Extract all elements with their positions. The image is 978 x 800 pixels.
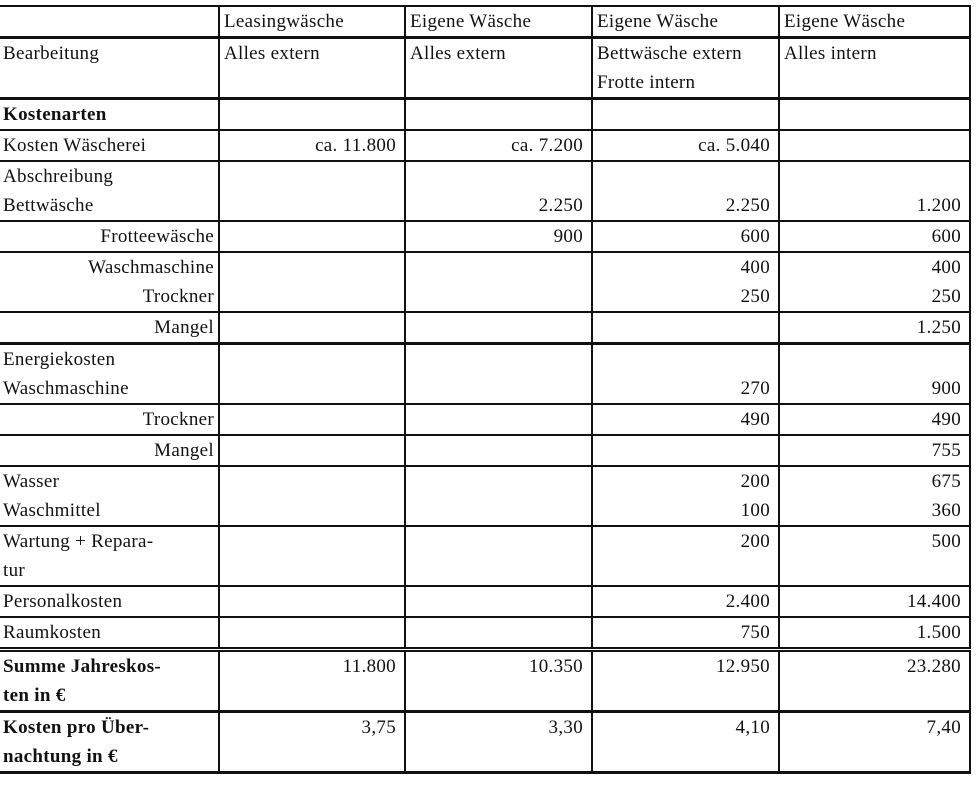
- kostenarten-row: [0, 99, 970, 131]
- bearbeitung-cell-1: Alles extern: [219, 38, 405, 99]
- pro-nacht-label: Kosten pro Über- nachtung in €: [0, 712, 219, 773]
- raum-label: Raumkosten: [0, 617, 219, 650]
- value-cell: 2.400: [592, 586, 779, 617]
- kostenarten-label: Kostenarten: [0, 99, 219, 131]
- value-cell: [405, 252, 592, 312]
- value-cell: 1.250: [779, 312, 970, 344]
- value-cell: [405, 404, 592, 435]
- energie-label: Energiekosten: [3, 349, 116, 370]
- header-row: [0, 6, 970, 38]
- header-eigene-waesche-3: Eigene Wäsche: [779, 6, 970, 38]
- summe-value: 23.280: [779, 650, 970, 712]
- value-cell: 1.500: [779, 617, 970, 650]
- empty-cell: [405, 99, 592, 131]
- value-cell: [219, 435, 405, 466]
- value-cell: 2.250: [405, 161, 592, 221]
- value-cell: [405, 586, 592, 617]
- value-cell: [219, 161, 405, 221]
- value-cell: 400 250: [592, 252, 779, 312]
- value-cell: [405, 312, 592, 344]
- waescherei-value-4: [779, 130, 970, 161]
- summe-value: 12.950: [592, 650, 779, 712]
- value-cell: 270: [592, 344, 779, 405]
- value-cell: [219, 221, 405, 252]
- waescherei-row: [0, 130, 970, 161]
- abschreibung-item-label: Trockner: [142, 286, 214, 307]
- value-cell: [219, 312, 405, 344]
- value-cell: 750: [592, 617, 779, 650]
- wasser-waschmittel-labels: [0, 466, 219, 526]
- abschreibung-item-labels: [0, 252, 219, 312]
- energie-block-1: [0, 344, 970, 405]
- pro-nacht-value: 4,10: [592, 712, 779, 773]
- raum-row: [0, 617, 970, 650]
- value-cell: 2.250: [592, 161, 779, 221]
- value-cell: 400 250: [779, 252, 970, 312]
- abschreibung-block-1: [0, 161, 970, 221]
- personal-row: [0, 586, 970, 617]
- value-cell: [219, 466, 405, 526]
- value-cell: [405, 466, 592, 526]
- pro-nacht-value: 3,75: [219, 712, 405, 773]
- bearbeitung-cell-4: Alles intern: [779, 38, 970, 99]
- value-cell: [405, 526, 592, 586]
- summe-value: 11.800: [219, 650, 405, 712]
- energie-trockner-row: [0, 404, 970, 435]
- table: [0, 5, 971, 774]
- value-cell: [219, 617, 405, 650]
- value-cell: 500: [779, 526, 970, 586]
- abschreibung-mangel-row: [0, 312, 970, 344]
- value-cell: [219, 586, 405, 617]
- waescherei-value-2: ca. 7.200: [405, 130, 592, 161]
- abschreibung-frottee-row: [0, 221, 970, 252]
- personal-label: Personalkosten: [0, 586, 219, 617]
- abschreibung-label: Abschreibung: [3, 166, 114, 187]
- abschreibung-item-label: Waschmaschine: [88, 257, 214, 278]
- header-leasingwaesche: Leasingwäsche: [219, 6, 405, 38]
- abschreibung-item-label: Frotteewäsche: [0, 221, 219, 252]
- empty-cell: [592, 99, 779, 131]
- value-cell: [405, 617, 592, 650]
- header-eigene-waesche-1: Eigene Wäsche: [405, 6, 592, 38]
- value-cell: [219, 344, 405, 405]
- value-cell: 755: [779, 435, 970, 466]
- waescherei-value-3: ca. 5.040: [592, 130, 779, 161]
- pro-nacht-value: 3,30: [405, 712, 592, 773]
- value-cell: 490: [592, 404, 779, 435]
- value-cell: [405, 344, 592, 405]
- value-cell: 1.200: [779, 161, 970, 221]
- value-cell: 900: [779, 344, 970, 405]
- value-cell: 200 100: [592, 466, 779, 526]
- value-cell: [592, 312, 779, 344]
- header-eigene-waesche-2: Eigene Wäsche: [592, 6, 779, 38]
- energie-item-label: Mangel: [0, 435, 219, 466]
- value-cell: 600: [592, 221, 779, 252]
- pro-nacht-row: [0, 712, 970, 773]
- cost-comparison-table: [0, 5, 970, 774]
- value-cell: [592, 435, 779, 466]
- value-cell: [219, 404, 405, 435]
- bearbeitung-label: Bearbeitung: [0, 38, 219, 99]
- wasser-waschmittel-row: [0, 466, 970, 526]
- value-cell: 200: [592, 526, 779, 586]
- summe-label: Summe Jahreskos- ten in €: [0, 650, 219, 712]
- abschreibung-item-label: Bettwäsche: [3, 195, 94, 216]
- energie-item-label: Waschmaschine: [3, 378, 129, 399]
- value-cell: [405, 435, 592, 466]
- energie-mangel-row: [0, 435, 970, 466]
- value-cell: 600: [779, 221, 970, 252]
- header-cell-empty: [0, 6, 219, 38]
- summe-row: [0, 650, 970, 712]
- pro-nacht-value: 7,40: [779, 712, 970, 773]
- bearbeitung-cell-2: Alles extern: [405, 38, 592, 99]
- value-cell: 675 360: [779, 466, 970, 526]
- abschreibung-item-label: Mangel: [0, 312, 219, 344]
- waescherei-value-1: ca. 11.800: [219, 130, 405, 161]
- abschreibung-labels: [0, 161, 219, 221]
- value-cell: 900: [405, 221, 592, 252]
- wasser-label: Wasser: [3, 471, 60, 492]
- bearbeitung-cell-3: Bettwäsche extern Frotte intern: [592, 38, 779, 99]
- value-cell: 490: [779, 404, 970, 435]
- empty-cell: [779, 99, 970, 131]
- waescherei-label: Kosten Wäscherei: [0, 130, 219, 161]
- wartung-row: [0, 526, 970, 586]
- abschreibung-maschinen-row: [0, 252, 970, 312]
- value-cell: [219, 526, 405, 586]
- value-cell: 14.400: [779, 586, 970, 617]
- empty-cell: [219, 99, 405, 131]
- wartung-label: Wartung + Repara- tur: [0, 526, 219, 586]
- summe-value: 10.350: [405, 650, 592, 712]
- waschmittel-label: Waschmittel: [3, 500, 101, 521]
- value-cell: [219, 252, 405, 312]
- energie-labels: [0, 344, 219, 405]
- bearbeitung-row: [0, 38, 970, 99]
- energie-item-label: Trockner: [0, 404, 219, 435]
